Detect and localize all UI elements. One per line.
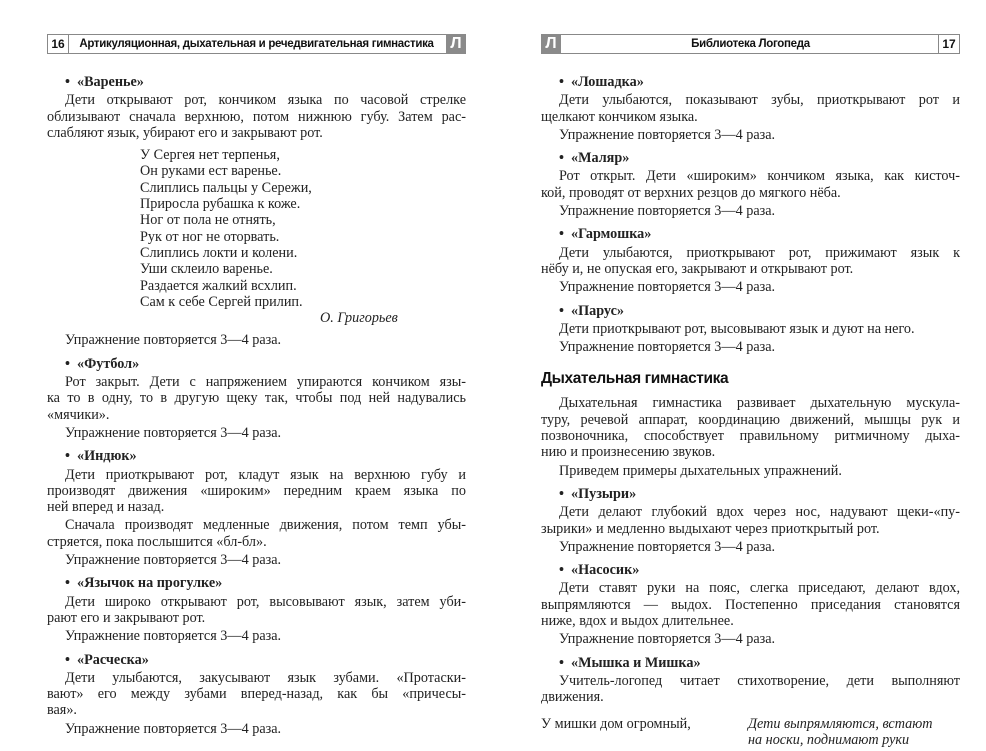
text-line: Упражнение повторяется 3—4 раза.	[559, 631, 776, 648]
text-line: Упражнение повторяется 3—4 раза.	[559, 279, 776, 296]
text-line: производят движения «широким» передним краем языка по	[47, 482, 466, 499]
bullet-icon: •	[65, 74, 70, 90]
paragraph	[541, 673, 960, 706]
paragraph	[47, 517, 466, 550]
paragraph	[47, 467, 466, 516]
exercise-title	[47, 448, 466, 464]
paragraph	[47, 425, 466, 441]
text-line: щелкают кончиком языка.	[541, 108, 698, 125]
running-head-title: Библиотека Логопеда	[691, 38, 810, 50]
text-line: Дыхательная гимнастика развивает дыхательную мускула-	[559, 395, 960, 412]
text-line: вая».	[47, 702, 77, 719]
text-line: Дети делают глубокий вдох через нос, надувают щеки-«пу-	[559, 504, 960, 521]
exercise-title-text: «Язычок на прогулке»	[77, 575, 223, 592]
paragraph	[541, 168, 960, 201]
bullet-icon: •	[559, 226, 564, 243]
text-line: Дети улыбаются, показывают зубы, приоткрывают рот и	[559, 92, 960, 109]
text-line: Упражнение повторяется 3—4 раза.	[559, 126, 776, 143]
text-line: Рот открыт. Дети «широким» кончиком языка, как кисточ-	[559, 168, 960, 185]
poem-line: Раздается жалкий всхлип.	[140, 277, 297, 294]
text-line: позвоночника, способствует правильному ритмичному дыха-	[541, 428, 960, 445]
text-line: выпрямляются — выдох. Постепенно приседания становятся	[541, 596, 960, 613]
paragraph	[47, 594, 466, 627]
text-line: Дети ставят руки на пояс, слегка приседают, делают вдох,	[559, 580, 960, 597]
text-line: Приведем примеры дыхательных упражнений.	[559, 462, 842, 479]
poem	[140, 147, 466, 326]
text-line: Дети приоткрывают рот, высовывают язык и дуют на него.	[559, 320, 915, 337]
text-line: ниже, вдох и выдох длительнее.	[541, 613, 734, 630]
text-line: вают» его между зубами вперед-назад, как бы «причесы-	[47, 686, 466, 703]
exercise-title	[541, 150, 960, 166]
text-line: Упражнение повторяется 3—4 раза.	[559, 538, 776, 555]
exercise-title-text: «Маляр»	[571, 150, 630, 167]
exercise-title-text: «Расческа»	[77, 651, 149, 668]
exercise-title-text: «Насосик»	[571, 562, 640, 579]
action-description	[748, 716, 933, 749]
exercise-title-text: «Мышка и Мишка»	[571, 654, 701, 671]
exercise-title	[47, 74, 466, 90]
action-line: на носки, поднимают руки	[748, 731, 910, 748]
page-body	[47, 74, 466, 737]
exercise-title-text: «Гармошка»	[571, 226, 652, 243]
exercise-title	[47, 652, 466, 668]
text-line: нёбу и, не опуская его, закрывают и открывают рот.	[541, 260, 854, 277]
exercise-title	[541, 74, 960, 90]
exercise-title	[541, 562, 960, 578]
bullet-icon: •	[65, 448, 70, 465]
text-line: «мячики».	[47, 406, 110, 423]
paragraph	[541, 631, 960, 647]
poem-line: Слиплись локти и колени.	[140, 244, 298, 261]
paragraph	[47, 628, 466, 644]
publisher-logo-icon: Л	[446, 34, 466, 54]
poem-line: У Сергея нет терпенья,	[140, 147, 280, 164]
exercise-title-text: «Парус»	[571, 302, 624, 319]
text-line: Рот закрыт. Дети с напряжением упираются кончиком язы-	[65, 374, 466, 391]
poem-line: Ног от пола не отнять,	[140, 212, 276, 229]
paragraph	[541, 203, 960, 219]
text-line: стряется, пока послышится «бл-бл».	[47, 533, 267, 550]
paragraph	[47, 721, 466, 737]
paragraph	[47, 374, 466, 423]
paragraph	[47, 552, 466, 568]
bullet-icon: •	[65, 575, 70, 592]
exercise-title	[47, 575, 466, 591]
poem-author: О. Григорьев	[320, 310, 398, 327]
text-line: Дети открывают рот, кончиком языка по часовой стрелке	[65, 92, 466, 109]
bullet-icon: •	[559, 74, 564, 90]
text-line: Упражнение повторяется 3—4 раза.	[65, 720, 282, 737]
text-line: Учитель-логопед читает стихотворение, дети выполняют	[559, 672, 960, 689]
exercise-title	[541, 486, 960, 502]
paragraph	[541, 245, 960, 278]
publisher-logo-icon: Л	[541, 34, 561, 54]
exercise-title-text: «Индюк»	[77, 448, 137, 465]
poem-line: Слиплись пальцы у Сережи,	[140, 179, 312, 196]
text-line: зырики» и медленно выдыхают через приоткрытый рот.	[541, 520, 880, 537]
exercise-title-text: «Лошадка»	[571, 74, 644, 90]
text-line: кой, проводят от верхних резцов до мягкого нёба.	[541, 184, 841, 201]
text-line: Упражнение повторяется 3—4 раза.	[559, 203, 776, 220]
text-line: Упражнение повторяется 3—4 раза.	[65, 552, 282, 569]
poem-line: Рук от ног не оторвать.	[140, 228, 280, 245]
paragraph	[541, 463, 960, 479]
bullet-icon: •	[559, 562, 564, 579]
exercise-title	[47, 356, 466, 372]
paragraph	[47, 670, 466, 719]
poem-line: Сам к себе Сергей прилип.	[140, 293, 303, 310]
section-heading: Дыхательная гимнастика	[541, 370, 729, 388]
text-line: движения.	[541, 689, 604, 706]
paragraph	[47, 92, 466, 141]
text-line: Упражнение повторяется 3—4 раза.	[65, 628, 282, 645]
text-line: Упражнение повторяется 3—4 раза.	[65, 424, 282, 441]
paragraph	[541, 339, 960, 355]
text-line: ка то в одну, то в другую щеку так, чтобы под ней надувались	[47, 390, 466, 407]
text-line: Дети приоткрывают рот, кладут язык на верхнюю губу и	[65, 466, 466, 483]
bullet-icon: •	[559, 302, 564, 319]
text-line: Упражнение повторяется 3—4 раза.	[559, 339, 776, 356]
text-line: облизывают сначала верхнюю, потом нижнюю губу. Затем рас-	[47, 108, 466, 125]
text-line: слабляют язык, убирают его и закрывают рот.	[47, 124, 323, 141]
paragraph	[541, 279, 960, 295]
text-line: нию и произнесению звуков.	[541, 444, 716, 461]
text-line: Сначала производят медленные движения, потом темп убы-	[65, 517, 466, 534]
bullet-icon: •	[559, 654, 564, 671]
exercise-title	[541, 655, 960, 671]
exercise-title-text: «Футбол»	[77, 355, 140, 372]
paragraph	[541, 539, 960, 555]
poem-line: Уши склеило варенье.	[140, 261, 273, 278]
exercise-title-text: «Варенье»	[77, 74, 144, 90]
bullet-icon: •	[65, 651, 70, 668]
poem-with-actions	[541, 716, 960, 749]
text-line: Дети широко открывают рот, высовывают язык, затем уби-	[65, 593, 466, 610]
running-header	[541, 34, 960, 54]
paragraph	[541, 92, 960, 125]
paragraph	[541, 395, 960, 460]
text-line: рают его и закрывают рот.	[47, 609, 206, 626]
bullet-icon: •	[559, 150, 564, 167]
text-line: Дети улыбаются, приоткрывают рот, прижимают язык к	[559, 244, 960, 261]
poem-line: Приросла рубашка к коже.	[140, 196, 301, 213]
paragraph	[541, 504, 960, 537]
poem-line: У мишки дом огромный,	[541, 715, 691, 732]
text-line: Упражнение повторяется 3—4 раза.	[65, 332, 282, 349]
text-line: туру, речевой аппарат, координацию движений, мышцы рук и	[541, 411, 960, 428]
paragraph	[541, 580, 960, 629]
paragraph	[541, 127, 960, 143]
paragraph	[47, 332, 466, 348]
text-line: Дети улыбаются, закусывают язык зубами. «Протаски-	[65, 669, 466, 686]
page-number: 16	[47, 34, 69, 54]
running-header	[47, 34, 466, 54]
bullet-icon: •	[65, 355, 70, 372]
bullet-icon: •	[559, 485, 564, 502]
exercise-title-text: «Пузыри»	[571, 485, 637, 502]
poem-line: Он руками ест варенье.	[140, 163, 282, 180]
page-number: 17	[938, 34, 960, 54]
running-head-title: Артикуляционная, дыхательная и речедвигательная гимнастика	[79, 38, 434, 50]
paragraph	[541, 321, 960, 337]
exercise-title	[541, 303, 960, 319]
exercise-title	[541, 226, 960, 242]
action-line: Дети выпрямляются, встают	[748, 715, 933, 732]
text-line: ней вперед и назад.	[47, 499, 165, 516]
page-body	[541, 74, 960, 748]
